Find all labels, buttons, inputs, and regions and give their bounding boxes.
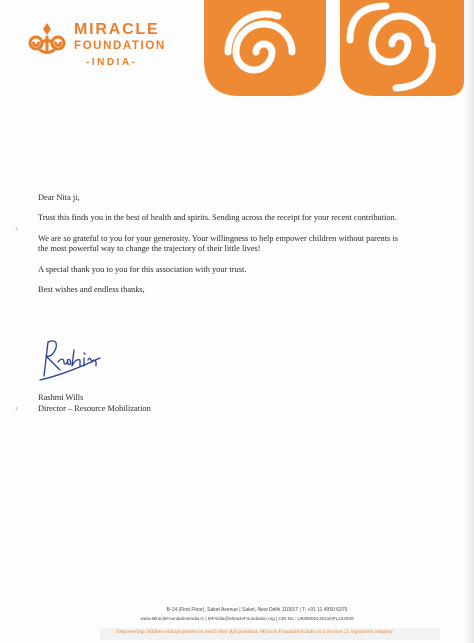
signer-block <box>38 392 151 414</box>
handwritten-signature <box>36 336 106 384</box>
punch-hole-mark: ◖ <box>14 224 19 233</box>
footer-contacts: www.MiracleFoundationIndia.in | MFIndia@MiracleFoundation.org | CIN No.: U93000DL2011NPL222639 <box>140 615 354 621</box>
miracle-foundation-logo <box>26 17 176 72</box>
paragraph: Trust this finds you in the best of health and spirits. Sending across the receipt for your recent contribution. <box>38 213 397 223</box>
letter-body <box>38 193 398 305</box>
orange-spiral-pattern <box>200 0 464 96</box>
logo-name-line2: FOUNDATION <box>74 40 166 52</box>
footer-tagline: Empowering children without parents to reach their full potential. Miracle Foundation India is a Section 25 registered company. <box>116 629 394 635</box>
swirl-flower-icon <box>26 17 68 59</box>
signer-name: Rashmi Wills <box>38 393 84 402</box>
salutation: Dear Nita ji, <box>38 193 80 202</box>
page-edge-shadow <box>464 0 474 643</box>
footer <box>0 607 474 622</box>
logo-name-line1: MIRACLE <box>74 21 160 38</box>
footer-address: B-14 (First Floor), Saket Avenue | Saket, New Delhi 110017 | T: +91 11 4950 6375 <box>166 607 348 613</box>
paragraph: A special thank you to you for this association with your trust. <box>38 264 247 274</box>
paragraph: We are so grateful to you for your generosity. Your willingness to help empower children without parents is the most powerful way to change the trajectory of their little lives! <box>38 233 398 254</box>
punch-hole-mark: ◖ <box>14 404 19 413</box>
logo-name-line3: -INDIA- <box>86 57 138 68</box>
signer-title: Director – Resource Mobilization <box>38 404 151 413</box>
closing-line: Best wishes and endless thanks, <box>38 285 145 295</box>
